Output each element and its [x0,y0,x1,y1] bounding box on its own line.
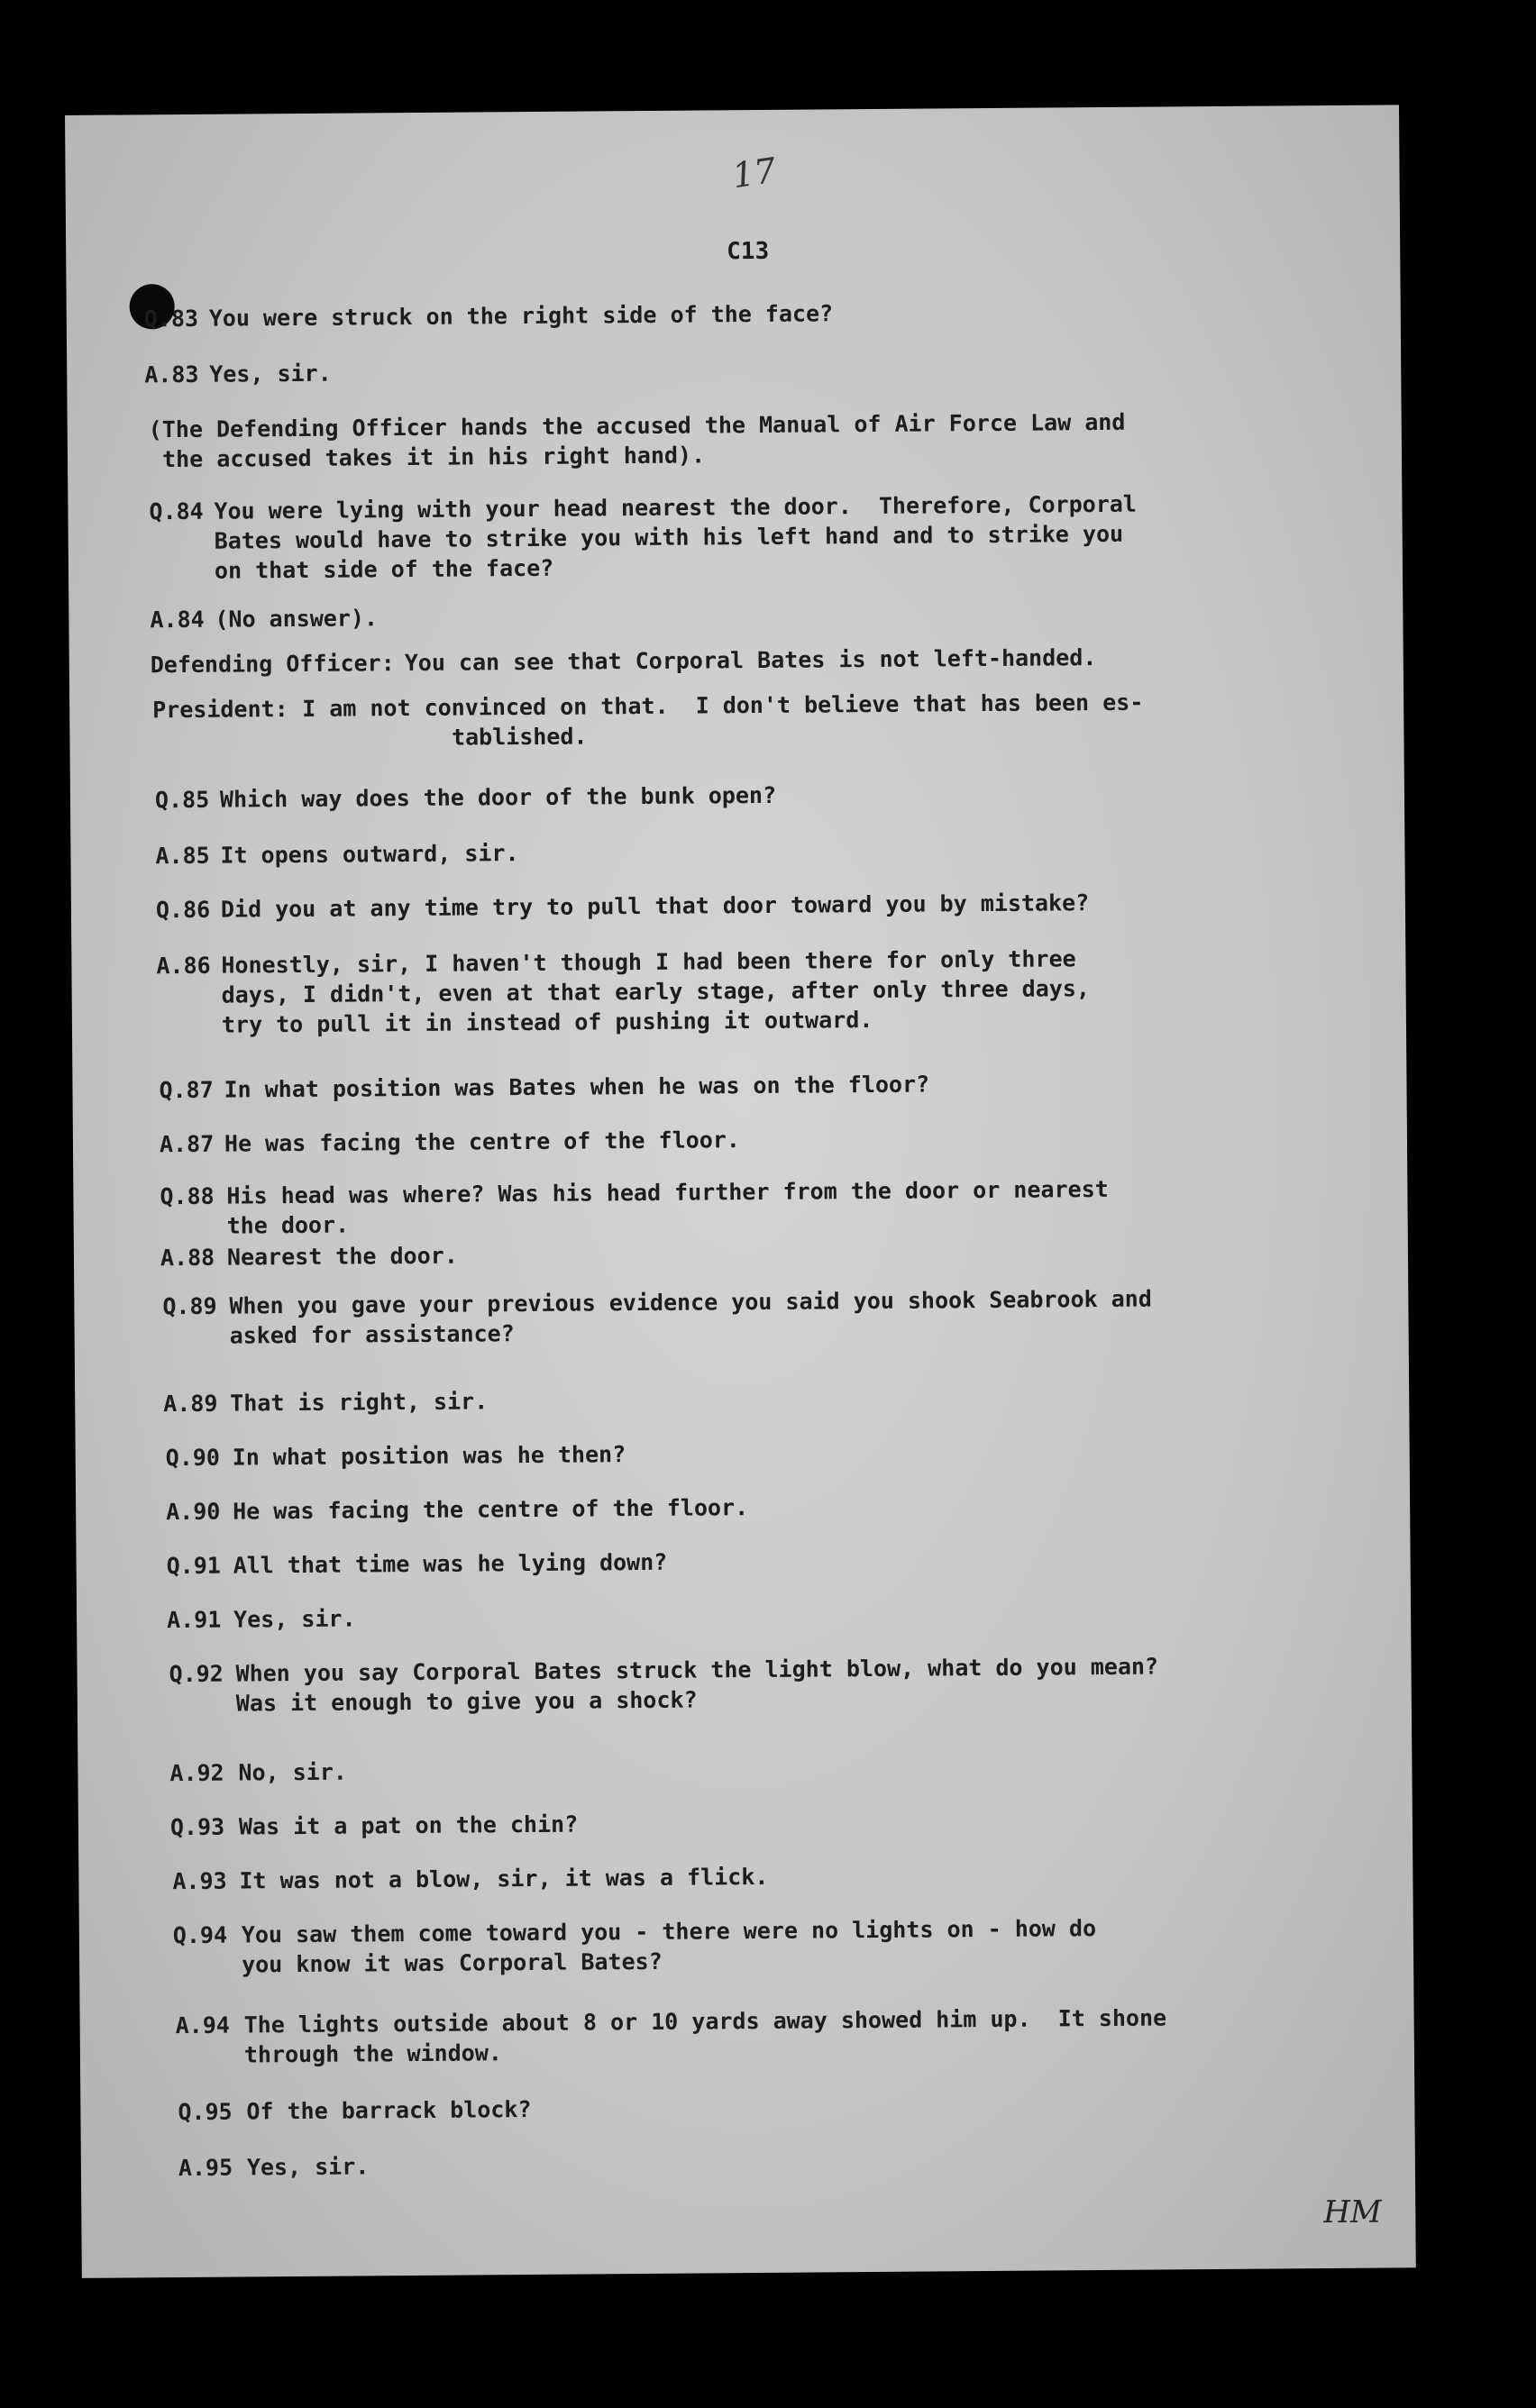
qa-label: Q.85 [154,786,210,814]
qa-item [67,294,1401,333]
qa-text: He was facing the centre of the floor. [233,1494,749,1525]
qa-item [70,831,1404,870]
qa-label: Q.90 [165,1444,221,1472]
qa-item [77,1649,1411,1717]
document-page [65,105,1416,2278]
qa-label: A.83 [144,360,199,388]
qa-text: Yes, sir. [233,1605,356,1633]
qa-item [81,2143,1415,2182]
qa-label: Q.93 [169,1813,225,1841]
qa-text: He was facing the centre of the floor. [224,1126,741,1157]
qa-label: Q.92 [169,1660,224,1688]
qa-text: No, sir. [238,1758,347,1786]
qa-text: Yes, sir. [246,2153,370,2181]
qa-label: A.86 [156,952,211,980]
qa-label: Q.83 [143,305,199,333]
qa-text: Which way does the door of the bunk open? [219,781,777,813]
qa-label: Q.86 [155,896,211,924]
qa-item [73,1172,1407,1239]
qa-label: A.91 [167,1606,222,1634]
speaker-statement [69,685,1403,752]
qa-item [74,1282,1408,1349]
qa-text: (No answer). [215,605,379,633]
qa-label: A.87 [159,1130,215,1158]
qa-label: Q.95 [178,2098,233,2126]
qa-label: Q.94 [172,1921,228,1949]
folio-number: 17 [729,150,779,196]
statement-text: You can see that Corporal Bates is not left-handed. [404,644,1097,677]
speaker-name: Defending Officer: [150,650,395,679]
handwritten-initials: HM [1323,2194,1382,2231]
qa-text: The lights outside about 8 or 10 yards away showed him up. It shone through the window. [243,2004,1167,2068]
qa-item [80,2001,1414,2068]
qa-item [78,1802,1413,1841]
qa-text: All that time was he lying down? [233,1548,668,1579]
qa-label: A.88 [160,1244,215,1272]
qa-text: It opens outward, sir. [220,840,519,869]
qa-label: A.90 [166,1498,221,1526]
qa-item [79,1911,1413,1978]
stage-direction: (The Defending Officer hands the accused the Manual of Air Force Law and the accused takes it in his right hand). [148,408,1126,473]
qa-text: You were struck on the right side of the face? [208,300,834,332]
qa-text: When you say Corporal Bates struck the light blow, what do you mean? Was it enough to give you a shock? [235,1653,1159,1717]
qa-label: Q.91 [166,1552,221,1580]
qa-text: Did you at any time try to pull that door toward you by mistake? [220,889,1090,923]
statement-text: I am not convinced on that. I don't believe that has been es- tablished. [302,689,1144,752]
qa-text: His head was where? Was his head further from the door or nearest the door. [226,1175,1109,1239]
qa-label: A.95 [178,2154,233,2182]
qa-text: Yes, sir. [209,360,332,388]
qa-text: In what position was Bates when he was on the floor? [224,1071,930,1103]
qa-item [70,775,1404,814]
qa-item [75,1379,1409,1418]
qa-text: You were lying with your head nearest the door. Therefore, Corporal Bates would have to strike you with his left hand and to strike you on that side of the face? [214,490,1138,584]
qa-text: That is right, sir. [230,1388,489,1417]
qa-text: In what position was he then? [232,1441,626,1471]
qa-text: You saw them come toward you - there were no lights on - how do you know it was Corporal Bates? [241,1915,1097,1978]
qa-item [69,595,1403,634]
qa-text: It was not a blow, sir, it was a flick. [239,1863,769,1894]
qa-item [71,941,1405,1038]
qa-label: Q.84 [149,497,204,525]
qa-label: A.93 [172,1867,227,1895]
qa-item [67,350,1401,388]
qa-label: Q.89 [162,1292,217,1320]
qa-label: Q.87 [159,1076,214,1104]
qa-item [71,885,1405,924]
qa-text: Nearest the door. [226,1242,458,1271]
qa-item [72,1065,1406,1104]
qa-item [78,1856,1413,1895]
qa-text: When you gave your previous evidence you said you shook Seabrook and asked for assistance? [229,1285,1152,1349]
qa-item [76,1433,1410,1472]
qa-item [68,487,1402,584]
transcript-body [65,105,1416,2278]
qa-label: A.94 [175,2011,230,2039]
qa-text: Honestly, sir, I haven't though I had been there for only three days, I didn't, even at that early stage, after only three days, try to pull it in instead of pushing it outward. [221,945,1091,1038]
qa-label: A.84 [150,606,205,634]
qa-label: A.89 [163,1390,218,1418]
qa-item [77,1541,1411,1580]
qa-text: Was it a pat on the chin? [238,1811,579,1840]
qa-text: Of the barrack block? [246,2096,532,2125]
qa-item [80,2087,1414,2126]
qa-label: A.85 [155,842,210,870]
qa-item [78,1748,1412,1787]
qa-item [76,1487,1410,1526]
page-header: C13 [727,237,770,266]
speaker-name: President: [152,696,288,724]
qa-label: Q.88 [160,1182,215,1210]
qa-item [77,1595,1411,1634]
speaker-statement [69,640,1403,679]
qa-item [73,1119,1407,1158]
qa-label: A.92 [169,1759,224,1787]
